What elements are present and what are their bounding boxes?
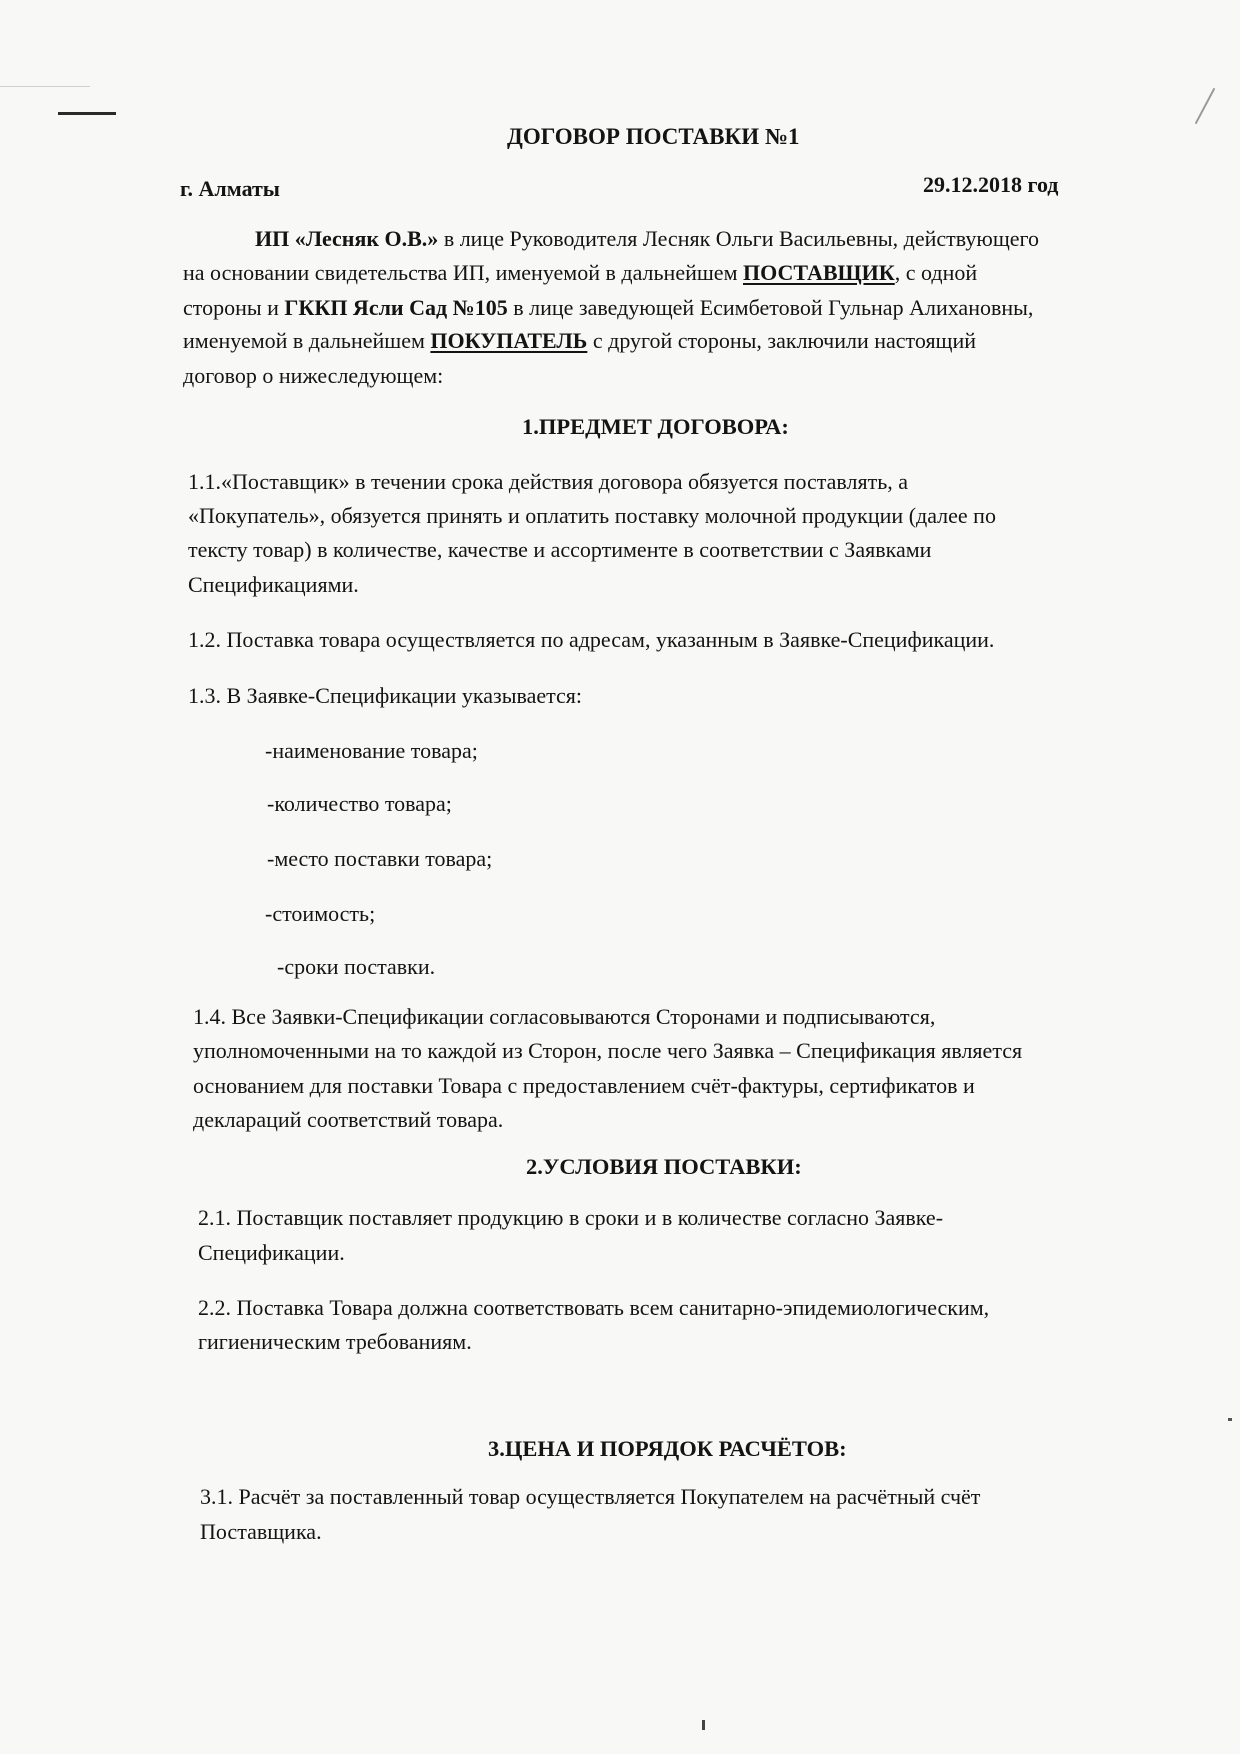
- document-title: ДОГОВОР ПОСТАВКИ №1: [507, 124, 800, 149]
- pen-stroke-mark: [1195, 88, 1216, 124]
- clause-1-4-line: 1.4. Все Заявки-Спецификации согласовываются Сторонами и подписываются,: [193, 1004, 936, 1029]
- date: 29.12.2018 год: [923, 172, 1059, 197]
- list-item: -место поставки товара;: [267, 846, 493, 871]
- clause-2-1-line: 2.1. Поставщик поставляет продукцию в сроки и в количестве согласно Заявке-: [198, 1205, 944, 1230]
- clause-1-1-line: 1.1.«Поставщик» в течении срока действия договора обязуется поставлять, а: [188, 469, 909, 494]
- scan-speck: [702, 1720, 705, 1730]
- clause-1-4-line: основанием для поставки Товара с предоставлением счёт-фактуры, сертификатов и: [193, 1073, 975, 1098]
- city: г. Алматы: [180, 176, 280, 201]
- section-2-heading: 2.УСЛОВИЯ ПОСТАВКИ:: [526, 1154, 802, 1179]
- clause-2-2-line: 2.2. Поставка Товара должна соответствовать всем санитарно-эпидемиологическим,: [198, 1295, 990, 1320]
- clause-1-1-line: «Покупатель», обязуется принять и оплатить поставку молочной продукции (далее по: [188, 503, 996, 528]
- intro-line-2: на основании свидетельства ИП, именуемой в дальнейшем ПОСТАВЩИК, с одной: [183, 260, 978, 285]
- supplier-name: ИП «Лесняк О.В.»: [255, 226, 439, 251]
- clause-1-4-line: уполномоченными на то каждой из Сторон, после чего Заявка – Спецификация является: [193, 1038, 1023, 1063]
- list-item: -стоимость;: [265, 901, 376, 926]
- section-3-heading: 3.ЦЕНА И ПОРЯДОК РАСЧЁТОВ:: [488, 1436, 847, 1461]
- intro-line-3: стороны и ГККП Ясли Сад №105 в лице заведующей Есимбетовой Гульнар Алихановны,: [183, 295, 1034, 320]
- list-item: -сроки поставки.: [277, 954, 436, 979]
- clause-3-1-line: Поставщика.: [200, 1519, 322, 1544]
- clause-1-4-line: деклараций соответствий товара.: [193, 1107, 504, 1132]
- clause-1-1-line: Спецификациями.: [188, 572, 359, 597]
- scan-mark: [58, 112, 116, 115]
- intro-line-1: ИП «Лесняк О.В.» в лице Руководителя Лесняк Ольги Васильевны, действующего: [255, 226, 1040, 251]
- buyer-role: ПОКУПАТЕЛЬ: [430, 328, 588, 353]
- section-1-heading: 1.ПРЕДМЕТ ДОГОВОРА:: [522, 414, 789, 439]
- intro-line-5: договор о нижеследующем:: [183, 363, 444, 388]
- supplier-role: ПОСТАВЩИК: [743, 260, 895, 285]
- list-item: -количество товара;: [267, 791, 452, 816]
- clause-3-1-line: 3.1. Расчёт за поставленный товар осуществляется Покупателем на расчётный счёт: [200, 1484, 981, 1509]
- clause-1-2: 1.2. Поставка товара осуществляется по адресам, указанным в Заявке-Спецификации.: [188, 627, 995, 652]
- list-item: -наименование товара;: [265, 738, 478, 763]
- clause-1-3: 1.3. В Заявке-Спецификации указывается:: [188, 683, 583, 708]
- scan-speck: [1228, 1418, 1232, 1421]
- clause-2-1-line: Спецификации.: [198, 1240, 345, 1265]
- clause-1-1-line: тексту товар) в количестве, качестве и ассортименте в соответствии с Заявками: [188, 537, 932, 562]
- intro-line-4: именуемой в дальнейшем ПОКУПАТЕЛЬ с другой стороны, заключили настоящий: [183, 328, 977, 353]
- clause-2-2-line: гигиеническим требованиям.: [198, 1329, 472, 1354]
- buyer-name: ГККП Ясли Сад №105: [284, 295, 508, 320]
- scan-fold-line: [0, 86, 90, 87]
